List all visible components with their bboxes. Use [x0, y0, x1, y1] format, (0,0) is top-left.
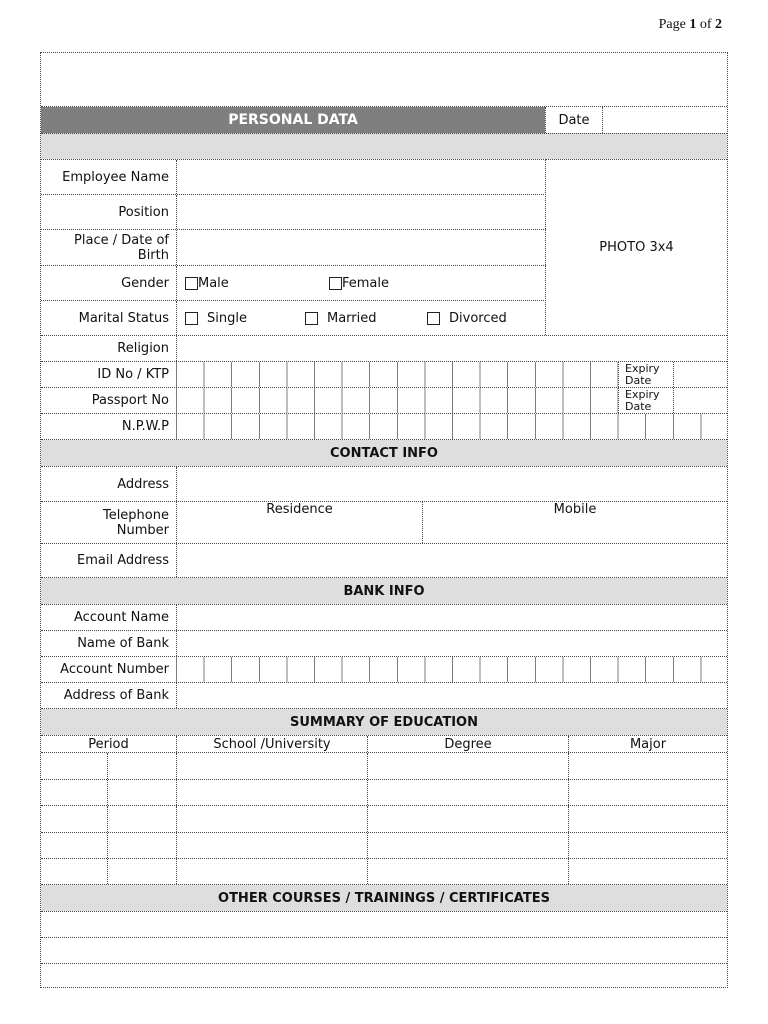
male-label: Male [198, 275, 229, 291]
bank-info-title: BANK INFO [41, 578, 727, 604]
single-label: Single [207, 310, 247, 326]
gender-options [176, 266, 546, 300]
school-cell[interactable] [176, 806, 367, 832]
period-to-cell[interactable] [107, 753, 176, 779]
degree-header: Degree [367, 736, 568, 752]
passport-label: Passport No [91, 393, 169, 408]
date-field[interactable] [602, 107, 727, 133]
npwp-label: N.P.W.P [121, 419, 169, 434]
npwp-row [41, 413, 727, 439]
bank-name-row [41, 630, 727, 656]
period-header: Period [88, 736, 129, 752]
passport-expiry-label [618, 388, 673, 413]
major-cell[interactable] [568, 806, 727, 832]
page-current: 1 [689, 17, 697, 32]
address-row [41, 466, 727, 501]
date-label: Date [545, 107, 602, 133]
npwp-boxes[interactable] [176, 414, 727, 439]
id-expiry-text: Expiry Date [625, 361, 660, 387]
period-from-cell[interactable] [41, 753, 107, 779]
school-cell[interactable] [176, 859, 367, 884]
courses-title: OTHER COURSES / TRAININGS / CERTIFICATES [41, 885, 727, 911]
address-label: Address [117, 476, 169, 492]
photo-box[interactable]: PHOTO 3x4 [545, 159, 727, 335]
school-cell[interactable] [176, 833, 367, 858]
account-name-field[interactable] [176, 605, 727, 630]
position-label: Position [118, 204, 169, 220]
header-blank [41, 53, 727, 106]
marital-options [176, 301, 546, 335]
page-total: 2 [715, 17, 722, 32]
residence-label: Residence [266, 502, 333, 517]
position-field[interactable] [176, 195, 546, 229]
passport-boxes[interactable] [176, 388, 618, 413]
male-checkbox[interactable] [185, 277, 198, 290]
mobile-label: Mobile [553, 502, 597, 517]
email-row [41, 543, 727, 577]
residence-field[interactable] [176, 502, 422, 543]
female-checkbox[interactable] [329, 277, 342, 290]
education-row [41, 779, 727, 805]
education-row [41, 752, 727, 779]
contact-title-row [41, 439, 727, 466]
school-cell[interactable] [176, 753, 367, 779]
marital-row [41, 300, 546, 335]
id-boxes[interactable] [176, 362, 618, 387]
grey-spacer [41, 133, 727, 159]
education-row [41, 858, 727, 884]
telephone-label [41, 502, 176, 543]
telephone-row [41, 501, 727, 543]
bank-address-row [41, 682, 727, 708]
period-from-cell[interactable] [41, 780, 107, 805]
education-title: SUMMARY OF EDUCATION [41, 709, 727, 735]
id-digit-grid [176, 362, 618, 387]
employee-name-row [41, 159, 546, 194]
major-cell[interactable] [568, 780, 727, 805]
id-row [41, 361, 727, 387]
gender-label: Gender [121, 275, 169, 291]
id-label: ID No / KTP [97, 367, 169, 382]
course-row[interactable] [41, 911, 727, 937]
degree-cell[interactable] [367, 806, 568, 832]
period-to-cell[interactable] [107, 859, 176, 884]
married-label: Married [327, 310, 377, 326]
marital-label: Marital Status [78, 310, 169, 326]
gender-row [41, 265, 546, 300]
id-expiry-field[interactable] [673, 362, 727, 387]
address-field[interactable] [176, 467, 727, 501]
mobile-field[interactable] [422, 502, 727, 543]
passport-digit-grid [176, 388, 618, 413]
period-from-cell[interactable] [41, 859, 107, 884]
education-title-row [41, 708, 727, 735]
education-header-row [41, 735, 727, 752]
email-field[interactable] [176, 544, 727, 577]
bank-address-label: Address of Bank [63, 688, 169, 703]
period-from-cell[interactable] [41, 833, 107, 858]
degree-cell[interactable] [367, 859, 568, 884]
contact-info-title: CONTACT INFO [41, 440, 727, 466]
account-number-label: Account Number [60, 662, 169, 677]
major-header: Major [568, 736, 727, 752]
religion-label: Religion [117, 341, 169, 356]
major-cell[interactable] [568, 753, 727, 779]
degree-cell[interactable] [367, 753, 568, 779]
course-row[interactable] [41, 963, 727, 987]
school-header: School /University [176, 736, 367, 752]
course-row[interactable] [41, 937, 727, 963]
education-row [41, 832, 727, 858]
account-digit-grid [176, 657, 727, 682]
passport-expiry-field[interactable] [673, 388, 727, 413]
place-dob-label [41, 230, 176, 265]
religion-field[interactable] [176, 336, 727, 361]
education-row [41, 805, 727, 832]
major-cell[interactable] [568, 833, 727, 858]
account-number-boxes[interactable] [176, 657, 727, 682]
place-dob-row [41, 229, 546, 265]
passport-expiry-text: Expiry Date [625, 387, 660, 413]
position-row [41, 194, 546, 229]
page-number [659, 17, 722, 33]
page-prefix: Page [658, 17, 686, 32]
period-to-cell[interactable] [107, 833, 176, 858]
religion-row [41, 335, 727, 361]
employee-form [40, 52, 728, 988]
personal-title-row [41, 106, 727, 133]
personal-data-title: PERSONAL DATA [41, 107, 545, 133]
degree-cell[interactable] [367, 833, 568, 858]
telephone-text: Telephone Number [102, 507, 169, 538]
bank-address-field[interactable] [176, 683, 727, 708]
school-cell[interactable] [176, 780, 367, 805]
place-dob-field[interactable] [176, 230, 546, 265]
bank-name-field[interactable] [176, 631, 727, 656]
degree-cell[interactable] [367, 780, 568, 805]
major-cell[interactable] [568, 859, 727, 884]
npwp-digit-grid [176, 414, 727, 439]
email-label: Email Address [77, 553, 169, 568]
account-number-row [41, 656, 727, 682]
single-checkbox[interactable] [185, 312, 198, 325]
id-expiry-label [618, 362, 673, 387]
bank-name-label: Name of Bank [77, 636, 169, 651]
female-label: Female [342, 275, 390, 291]
period-to-cell[interactable] [107, 780, 176, 805]
divorced-checkbox[interactable] [427, 312, 440, 325]
divorced-label: Divorced [449, 310, 507, 326]
place-dob-text: Place / Date of Birth [74, 232, 169, 263]
employee-name-label: Employee Name [62, 169, 169, 185]
bank-title-row [41, 577, 727, 604]
period-from-cell[interactable] [41, 806, 107, 832]
period-to-cell[interactable] [107, 806, 176, 832]
account-name-row [41, 604, 727, 630]
page-of: of [699, 17, 712, 32]
employee-name-field[interactable] [176, 160, 546, 194]
married-checkbox[interactable] [305, 312, 318, 325]
account-name-label: Account Name [74, 610, 169, 625]
passport-row [41, 387, 727, 413]
courses-title-row [41, 884, 727, 911]
